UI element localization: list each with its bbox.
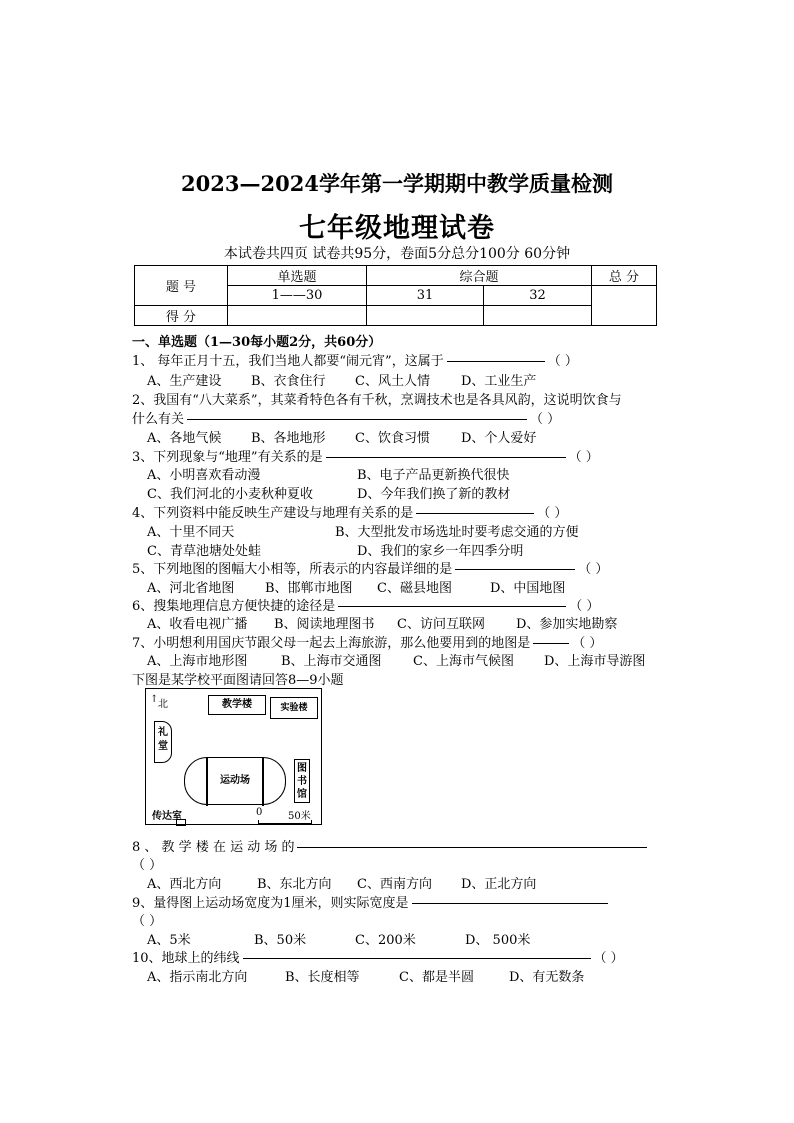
school-map	[145, 688, 322, 825]
north-label: 北	[158, 699, 168, 710]
q32-cell: 32	[484, 286, 592, 306]
exam-title: 2023—2024学年第一学期期中教学质量检测	[181, 171, 613, 196]
question-7: 7、小明想利用国庆节跟父母一起去上海旅游，那么他要用到的地图是 （ ）	[132, 636, 603, 651]
scale-bar	[258, 820, 312, 824]
defen-cell: 得 分	[135, 306, 228, 326]
jiaoxuelou-box: 教学楼	[208, 695, 266, 715]
question-4: 4、下列资料中能反映生产建设与地理有关系的是 （ ）	[132, 506, 568, 521]
north-arrow-icon: ↑	[150, 694, 159, 705]
zonghe-cell: 综合题	[367, 266, 592, 286]
question-2-line2: 什么有关 （ ）	[132, 412, 561, 427]
question-8: 8 、 教 学 楼 在 运 动 场 的	[132, 836, 650, 855]
field-line-left	[206, 757, 208, 806]
question-2: 2、我国有“八大菜系”，其菜肴特色各有千秋，烹调技术也是各具风韵，这说明饮食与	[132, 393, 622, 408]
exam-info: 本试卷共四页 试卷共95分，卷面5分总分100分 60分钟	[223, 246, 571, 262]
options-3b: C、我们河北的小麦秋种夏收 D、今年我们换了新的教材	[147, 487, 511, 502]
section-heading: 一、单选题（1—30每小题2分，共60分）	[132, 335, 382, 350]
field-line-right	[262, 757, 264, 806]
score-cell-32[interactable]	[484, 306, 592, 326]
score-table	[134, 265, 657, 326]
options-10: A、指示南北方向 B、长度相等 C、都是半圆 D、有无数条	[147, 970, 585, 985]
options-6: A、收看电视广播 B、阅读地理图书 C、访问互联网 D、参加实地勘察	[147, 617, 618, 632]
options-5: A、河北省地图 B、邯郸市地图 C、磁县地图 D、中国地图	[147, 581, 566, 596]
chuandashi-label: 传达室	[152, 811, 182, 822]
options-9: A、5米 B、50米 C、200米 D、 500米	[147, 933, 531, 948]
question-10: 10、地球上的纬线 （ ）	[132, 951, 624, 966]
scale-zero: 0	[256, 807, 263, 818]
question-3: 3、下列现象与“地理”有关系的是 （ ）	[132, 450, 599, 465]
options-7: A、上海市地形图 B、上海市交通图 C、上海市气候图 D、上海市导游图	[147, 654, 646, 669]
danxuan-cell: 单选题	[228, 266, 367, 286]
litang-box: 礼堂	[154, 721, 172, 763]
q31-cell: 31	[367, 286, 484, 306]
tushuguan-box: 图书馆	[294, 759, 310, 803]
yundongchang-box: 运动场	[184, 757, 286, 805]
question-5: 5、下列地图的图幅大小相等，所表示的内容最详细的是 （ ）	[132, 562, 609, 577]
options-1: A、生产建设 B、衣食住行 C、风土人情 D、工业生产	[147, 374, 537, 389]
gate-box	[176, 819, 186, 826]
options-4a: A、十里不同天 B、大型批发市场选址时要考虑交通的方便	[147, 525, 579, 540]
exam-subtitle: 七年级地理试卷	[299, 213, 495, 244]
question-8-paren: （ ）	[132, 858, 163, 873]
question-9-paren: （ ）	[132, 914, 163, 929]
question-1: 1、 每年正月十五，我们当地人都要“闹元宵”，这属于 （ ）	[132, 354, 578, 369]
map-intro: 下图是某学校平面图请回答8—9小题	[132, 673, 344, 688]
shiyanlou-box: 实验楼	[270, 697, 318, 719]
options-4b: C、青草池塘处处蛙 D、我们的家乡一年四季分明	[147, 544, 524, 559]
tihao-cell: 题 号	[135, 266, 228, 306]
range-cell: 1——30	[228, 286, 367, 306]
zongfen-cell: 总 分	[592, 266, 657, 286]
score-cell-31[interactable]	[367, 306, 484, 326]
score-cell-1[interactable]	[228, 306, 367, 326]
scale-50: 50米	[288, 811, 311, 822]
options-8: A、西北方向 B、东北方向 C、西南方向 D、正北方向	[147, 877, 537, 892]
question-6: 6、搜集地理信息方便快捷的途径是 （ ）	[132, 599, 600, 614]
total-score-cell[interactable]	[592, 286, 657, 326]
question-9: 9、量得图上运动场宽度为1厘米，则实际宽度是	[132, 892, 611, 911]
options-2: A、各地气候 B、各地地形 C、饮食习惯 D、个人爱好	[147, 431, 537, 446]
options-3a: A、小明喜欢看动漫 B、电子产品更新换代很快	[147, 468, 510, 483]
